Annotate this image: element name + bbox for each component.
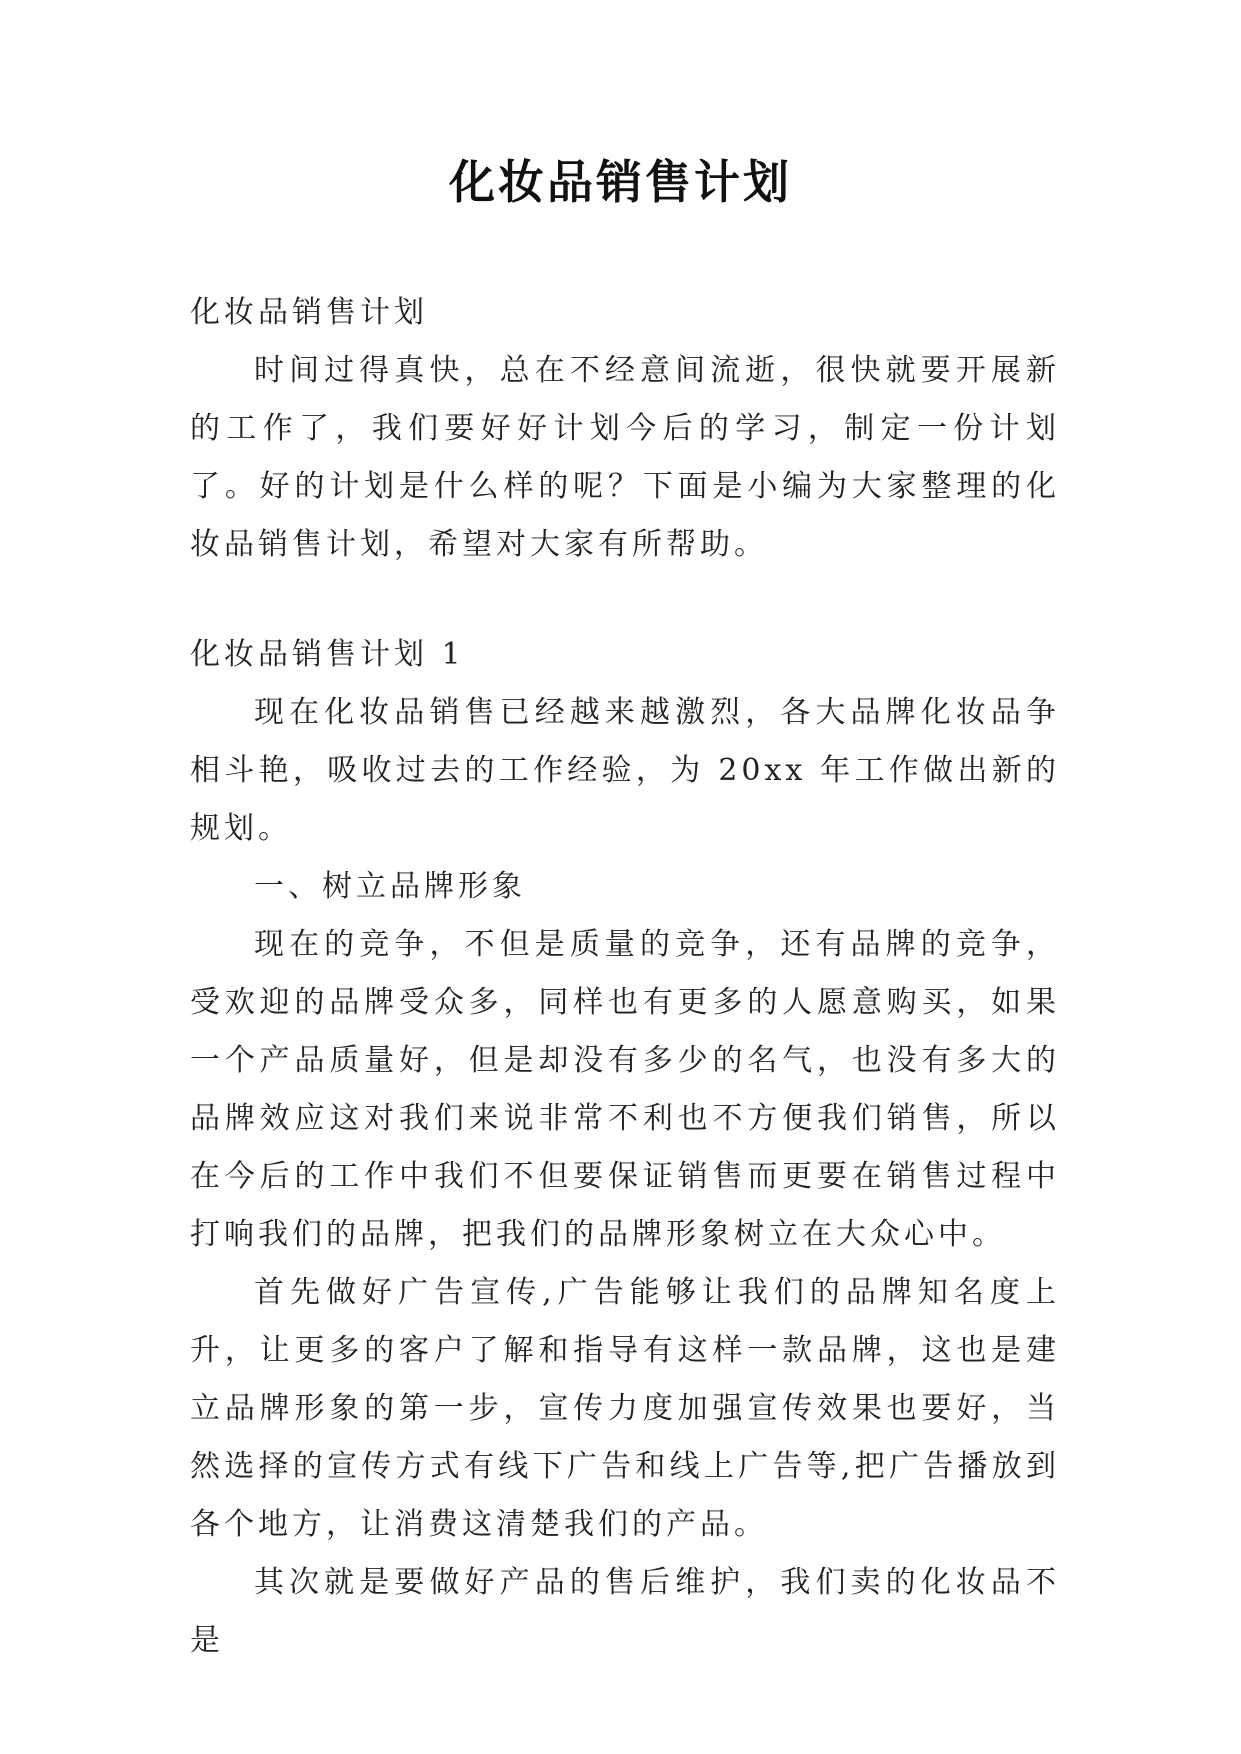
document-body xyxy=(190,284,1060,1670)
section-spacer xyxy=(190,574,1060,626)
section1-paragraph-2: 现在的竞争，不但是质量的竞争，还有品牌的竞争，受欢迎的品牌受众多，同样也有更多的人愿意购买，如果一个产品质量好，但是却没有多少的名气，也没有多大的品牌效应这对我们来说非常不利也不方便我们销售，所以在今后的工作中我们不但要保证销售而更要在销售过程中打响我们的品牌，把我们的品牌形象树立在大众心中。 xyxy=(190,927,1060,1252)
section1-paragraph-4: 其次就是要做好产品的售后维护，我们卖的化妆品不是 xyxy=(190,1565,1060,1658)
document-title: 化妆品销售计划 xyxy=(449,155,792,209)
intro-heading: 化妆品销售计划 xyxy=(190,295,428,330)
section1-heading: 化妆品销售计划 1 xyxy=(190,637,465,672)
section1-paragraph-1: 现在化妆品销售已经越来越激烈，各大品牌化妆品争相斗艳，吸收过去的工作经验，为 20xx 年工作做出新的规划。 xyxy=(190,695,1060,846)
intro-paragraph: 时间过得真快，总在不经意间流逝，很快就要开展新的工作了，我们要好好计划今后的学习，制定一份计划了。好的计划是什么样的呢？下面是小编为大家整理的化妆品销售计划，希望对大家有所帮助。 xyxy=(190,353,1060,562)
section1-subheading-1: 一、树立品牌形象 xyxy=(254,869,526,904)
section1-paragraph-3: 首先做好广告宣传,广告能够让我们的品牌知名度上升，让更多的客户了解和指导有这样一款品牌，这也是建立品牌形象的第一步，宣传力度加强宣传效果也要好，当然选择的宣传方式有线下广告和线上广告等,把广告播放到各个地方，让消费这清楚我们的产品。 xyxy=(190,1275,1060,1542)
